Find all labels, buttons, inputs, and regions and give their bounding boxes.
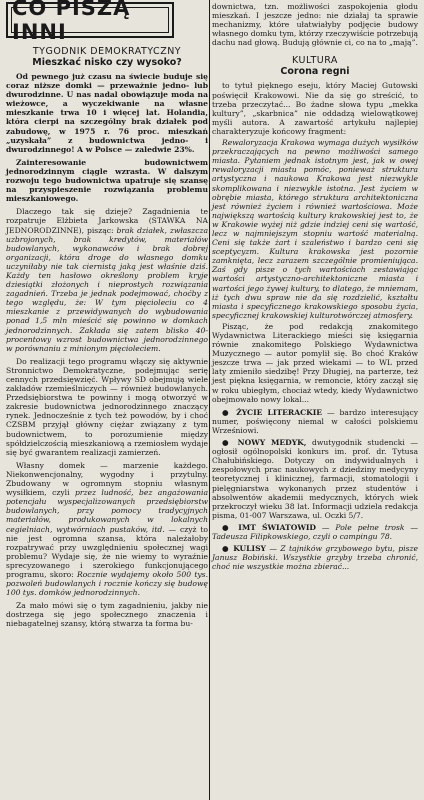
section-title: KULTURA — [292, 55, 338, 67]
right-column — [212, 2, 418, 571]
article-headline: Mieszkać nisko czy wysoko? — [32, 57, 182, 68]
news-item: ● ŻYCIE LITERACKIE — bardzo interesujący numer, poświęcony niemal w całości polskiemu Wrześniowi. — [212, 407, 418, 435]
article-headline: Corona regni — [280, 66, 350, 78]
column-divider — [209, 0, 210, 800]
column-masthead — [6, 0, 174, 44]
left-column — [6, 46, 208, 629]
paragraph: Rewaloryzacja Krakowa wymaga dużych wysiłków przekraczających na pewno możliwości samego miasta. Pytaniem jednak istotnym jest, jak w owej rewaloryzacji miastu pomóc, ponieważ struktura artystyczna i naukowa Krakowa jest niezwykle skomplikowana i niezwykle istotna. Jest życiem w obrębie miasta, którego struktura architektoniczna jest również życiem i również wartościowa. Może największą wartością kultury krakowskiej jest to, że w Krakowie wyżej niż gdzie indziej ceni się wartość, lecz w najmniejszym stopniu wartość materialną. Ceni się także żart i szaleństwo i bardzo ceni się sceptycyzm. Kultura krakowska jest pozornie zamknięta, lecz zarazem szczególnie promieniująca. Zaś gdy pisze o tych wartościach zestawiając wartości artystyczno-architektoniczne miasta i wartości jego żywej kultury, to dlatego, że mniemam, iż tych dwu spraw nie da się rozdzielić, kształtu miasta i specyficznego krakowskiego sposobu życia, specyficznej krakowskiej kulturotwórczej atmosfery. — [212, 138, 418, 320]
news-item: ● IMT ŚWIATOWID — Pole pełne trosk — Tadeusza Filipkowskiego, czyli o campingu 78. — [212, 522, 419, 541]
masthead-title: CO PISZĄ INNI — [12, 0, 131, 44]
news-item: ● KULISY — Z tajników grzybowego bytu, pisze Janusz Bobiński. Wszystkie grzyby trzeba chronić, choć nie wszystkie można zbierać... — [212, 544, 418, 572]
source-title: TYGODNIK DEMOKRATYCZNY — [32, 46, 182, 57]
paragraph: Za mało mówi się o tym zagadnieniu, jakby nie dostrzega się jego społecznego znaczenia i niebagatelnej szansy, którą stwarza ta forma bu- — [6, 601, 208, 629]
paragraph: Dlaczego tak się dzieje? Zagadnienia te rozpatruje Elżbieta Jarkowska (STAWKA NA JEDNORODZINNE), pisząc: brak działek, zwłaszcza uzbrojonych, brak kredytów, materiałów budowlanych, wykonawców i brak dobrej organizacji, która droge do własnego domku uczyniłaby nie tak ciernistą jaką jest właśnie dziś. Każdy ten hasłowo określony problem kryje dziesiątki złożonych i nieprostych rozwiązania zagadnień. Trzeba je jednak podejmować, choćby z tego względu, że: W tym pięcioleciu co 4 mieszkanie z przewidywanych do wybudowania ponad 1,5 mln mieścić się powinno w domkach jednorodzinnych. Zakłada się zatem blisko 40-procentowy wzrost budownictwa jednorodzinnego w porównaniu z minionym pięcioleciem. — [6, 207, 208, 353]
paragraph: Od pewnego już czasu na świecie budujе się coraz niższe domki — przeważnie jedno- lub dwurodzinne. U nas nadal obowiązuje moda na wieżowce, a wyczekiwanie na własne mieszkanie trwa 10 i więcej lat. Holandia, która cierpi na szczególny brak działek pod zabudowę, w 1975 r. 76 proc. mieszkań „uzyskała” z budownictwa jedno- i dwurodzinnego! A w Polsce — zaledwie 23%. — [6, 72, 208, 154]
paragraph: downictwa, tzn. możliwości zaspokojenia głodu mieszkań. I jeszcze jedno: nie działaj ta sprawie mechanizmy, które ułatwiałyby podjęcie budowy własnego domku tym, którzy rzeczywiście potrzebują dachu nad głową. Budują głównie ci, co na to „mają”. — [212, 2, 418, 48]
paragraph: Do realizacji tego programu włączy się aktywnie Stronnictwo Demokratyczne, podejmując serię cennych przedsięwzięć. Wpływy SD obejmują wiele zakładów rzemieślniczych — również budowlanych. Przedsiębiorstwa te powinny i mogą otworzyć w zakresie budownictwa jednorodzinnego znaczący rynek. Jednocześnie z tych też powodów, by i choć CZSBM przyjął główny ciężar związany z tym budownictwem, to porozumienie między spółdzielczością mieszkaniową a rzemiosłem wydaje się być gwarantem realizacji zamierzeń. — [6, 356, 208, 457]
paragraph: Własny domek — marzenie każdego. Niekonwencjonalny, wygodny i przytulny. Zbudowany w ogromnym stopniu własnym wysiłkiem, czyli przez ludność, bez angażowania potencjału wyspecjalizowanych przedsiębiorstw budowlanych, przy pomocy tradycyjnych materiałów, produkowanych w lokalnych cegielniach, wytwórniach pustaków, itd. — czyż to nie jest ogromna szansa, która należałoby rozpatrywać przy uwzględnieniu społecznej wagi problemu? Wydaje się, że nie wiemy to wyraźnie sprecyzowanego i szerokiego funkcjonującego programu, skoro: Rocznie wydajemy około 500 tys. pozwoleń budowlanych i rocznie kończy się budowę 100 tys. domków jednorodzinnych. — [6, 460, 208, 598]
paragraph: to tytuł pięknego eseju, który Maciej Gutowski poświęcił Krakowowi. Nie da się go streścić, to trzeba przeczytać... Bo żadne słowa typu „mekka kultury”, „skarbnica” nie oddadzą wielowątkowej myśli autora. A zawartość artykułu najlepiej charakteryzuje końcowy fragment: — [212, 81, 418, 136]
news-item: ● NOWY MEDYK, dwutygodnik studencki — ogłosił ogólnopolski konkurs im. prof. dr. Tytusa Chałubińskiego. Dotyczy on indywidualnych i zespołowych prac naukowych z dziedziny medycyny teoretycznej i klinicznej, farmacji, stomatologii i pielęgniarstwa wykonanych przez studentów i absolwentów akademii medycznych, których wiek przekroczył wieku 38 lat. Informacji udziela redakcja pisma, 01-007 Warszawa, ul. Oczki 5/7. — [212, 438, 418, 520]
paragraph: Pisząc, że pod redakcją znakomitego Wydawnictwa Literackiego mieści się księgarnia równie znakomitego Polskiego Wydawnictwa Muzycznego — autor pomylił się. Bo choć Kraków jeszcze trwa — jak przed wiekami — to WL przed laty zmieniło siedzibę! Przy Długiej, na parterze, też jest piękna księgarnia, w remoncie, który zaczął się w roku ubiegłym, chociaż wtedy, kiedy Wydawnictwo obejmowało nowy lokal... — [212, 321, 418, 404]
paragraph: Zainteresowanie budownictwem jednorodzinnym ciągle wzrasta. W dalszym rozwoju tego budownictwa upatruje się szansę na przyspieszenie rozwiązania problemu mieszkaniowego. — [6, 157, 208, 204]
